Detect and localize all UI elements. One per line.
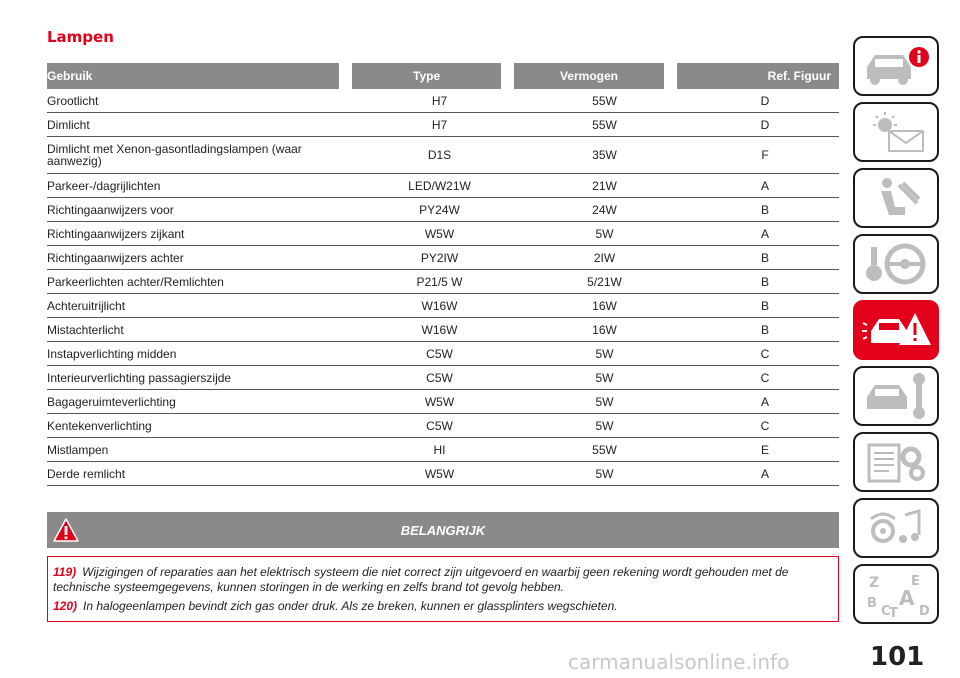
table-row xyxy=(47,342,839,366)
cell-type: W5W xyxy=(424,226,455,241)
cell-gebruik: Grootlicht xyxy=(47,93,99,108)
cell-ref-figuur xyxy=(687,371,839,385)
car-wrench-icon xyxy=(859,373,933,419)
ref-letter: A xyxy=(760,178,769,193)
lamp-table xyxy=(47,63,839,486)
table-row xyxy=(47,462,839,486)
table-row xyxy=(47,89,839,113)
cell-vermogen: 16W xyxy=(592,322,617,337)
cell-type: C5W xyxy=(426,346,453,361)
ref-letter: B xyxy=(760,250,769,265)
cell-type: H7 xyxy=(431,93,448,108)
ref-letter: D xyxy=(760,93,770,108)
svg-text:E: E xyxy=(911,574,920,589)
cell-type: H7 xyxy=(431,117,448,132)
multimedia-icon xyxy=(859,505,933,551)
ref-letter: B xyxy=(760,322,769,337)
cell-type: W5W xyxy=(424,394,455,409)
cell-gebruik: Interieurverlichting passagierszijde xyxy=(47,370,232,385)
table-row xyxy=(47,318,839,342)
cell-ref-figuur xyxy=(687,323,839,337)
cell-ref-figuur xyxy=(687,419,839,433)
chapter-tab-warning-lights[interactable] xyxy=(853,102,939,162)
chapter-tab-starting-driving[interactable] xyxy=(853,234,939,294)
cell-vermogen: 55W xyxy=(592,93,617,108)
cell-gebruik: Dimlicht met Xenon-gasontladingslampen (waar aanwezig) xyxy=(47,142,302,168)
note-text: In halogeenlampen bevindt zich gas onder druk. Als ze breken, kunnen er glassplinters wegschieten. xyxy=(83,599,618,613)
chapter-tab-emergency[interactable] xyxy=(853,300,939,360)
cell-vermogen: 5/21W xyxy=(587,274,622,289)
cell-type: LED/W21W xyxy=(408,178,471,193)
ref-letter: B xyxy=(760,202,769,217)
cell-vermogen: 2IW xyxy=(593,250,616,265)
cell-type: D1S xyxy=(427,148,452,162)
cell-ref-figuur xyxy=(687,203,839,217)
page-title: Lampen xyxy=(47,28,114,46)
page-number: 101 xyxy=(870,642,925,672)
cell-type: P21/5 W xyxy=(416,274,463,289)
cell-vermogen: 21W xyxy=(592,178,617,193)
cell-type: C5W xyxy=(426,418,453,433)
table-header xyxy=(47,63,839,89)
ref-letter: C xyxy=(760,418,770,433)
svg-text:D: D xyxy=(919,604,930,617)
cell-gebruik: Achteruitrijlicht xyxy=(47,298,126,313)
car-emergency-icon xyxy=(859,307,933,353)
cell-vermogen: 55W xyxy=(592,117,617,132)
header-gebruik: Gebruik xyxy=(47,63,339,89)
cell-vermogen: 5W xyxy=(595,418,614,433)
cell-ref-figuur xyxy=(687,299,839,313)
cell-gebruik: Mistlampen xyxy=(47,442,109,457)
cell-ref-figuur xyxy=(687,118,839,132)
svg-text:B: B xyxy=(867,596,877,611)
cell-ref-figuur xyxy=(687,443,839,457)
warning-header xyxy=(47,512,839,548)
note-number: 120) xyxy=(53,599,78,613)
cell-vermogen: 16W xyxy=(592,298,617,313)
cell-gebruik: Richtingaanwijzers achter xyxy=(47,250,184,265)
cell-gebruik: Mistachterlicht xyxy=(47,322,124,337)
ref-letter: B xyxy=(760,298,769,313)
svg-text:Z: Z xyxy=(869,575,880,591)
table-row xyxy=(47,270,839,294)
cell-gebruik: Parkeerlichten achter/Remlichten xyxy=(47,274,224,289)
cell-gebruik: Dimlicht xyxy=(47,117,90,132)
note-text: Wijzigingen of reparaties aan het elektrisch systeem die niet correct zijn uitgevoerd en waarbij geen rekening wordt gehouden met de technische systeemgegevens, kunnen storingen in de werking en zelfs brand tot gevolg hebben. xyxy=(53,565,789,594)
table-row xyxy=(47,390,839,414)
table-row xyxy=(47,113,839,137)
cell-type: PY2IW xyxy=(420,250,459,265)
ref-letter: A xyxy=(760,394,769,409)
table-row xyxy=(47,414,839,438)
cell-gebruik: Bagageruimteverlichting xyxy=(47,394,176,409)
table-row xyxy=(47,137,839,174)
chapter-tab-safety[interactable] xyxy=(853,168,939,228)
chapter-tab-car-info[interactable] xyxy=(853,36,939,96)
cell-vermogen: 5W xyxy=(595,370,614,385)
cell-type: C5W xyxy=(426,370,453,385)
table-row xyxy=(47,366,839,390)
note-119 xyxy=(53,565,833,595)
seat-airbag-icon xyxy=(859,175,933,221)
table-body xyxy=(47,89,839,486)
table-row xyxy=(47,246,839,270)
warning-lights-icon xyxy=(859,109,933,155)
header-vermogen: Vermogen xyxy=(514,63,663,89)
chapter-tab-index[interactable] xyxy=(853,564,939,624)
table-row xyxy=(47,198,839,222)
cell-ref-figuur xyxy=(687,94,839,108)
note-number: 119) xyxy=(53,565,77,579)
cell-vermogen: 5W xyxy=(595,466,614,481)
warning-notes xyxy=(47,556,839,622)
cell-ref-figuur xyxy=(687,275,839,289)
table-row xyxy=(47,222,839,246)
cell-gebruik: Richtingaanwijzers zijkant xyxy=(47,226,185,241)
chapter-tab-technical-data[interactable] xyxy=(853,432,939,492)
cell-gebruik: Derde remlicht xyxy=(47,466,126,481)
table-row xyxy=(47,438,839,462)
cell-ref-figuur xyxy=(687,148,839,162)
ref-letter: C xyxy=(760,346,770,361)
cell-ref-figuur xyxy=(687,251,839,265)
cell-type: PY24W xyxy=(419,202,460,217)
technical-data-icon xyxy=(859,439,933,485)
cell-vermogen: 5W xyxy=(595,226,614,241)
key-steering-wheel-icon xyxy=(859,241,933,287)
ref-letter: A xyxy=(760,466,769,481)
chapter-tab-multimedia[interactable] xyxy=(853,498,939,558)
cell-vermogen: 24W xyxy=(592,202,617,217)
ref-letter: B xyxy=(760,274,769,289)
header-type: Type xyxy=(352,63,501,89)
cell-gebruik: Instapverlichting midden xyxy=(47,346,177,361)
svg-text:C: C xyxy=(881,604,891,617)
cell-type: W5W xyxy=(424,466,455,481)
ref-letter: D xyxy=(760,117,770,132)
cell-gebruik: Parkeer-/dagrijlichten xyxy=(47,178,161,193)
svg-text:T: T xyxy=(889,606,898,617)
cell-type: HI xyxy=(433,442,446,457)
note-120 xyxy=(53,599,833,614)
alphabetical-index-icon xyxy=(859,571,933,617)
watermark: carmanualsonline.info xyxy=(568,650,790,674)
ref-letter: E xyxy=(760,442,769,457)
car-info-icon xyxy=(859,43,933,89)
chapter-tab-maintenance[interactable] xyxy=(853,366,939,426)
cell-gebruik: Richtingaanwijzers voor xyxy=(47,202,174,217)
cell-vermogen: 35W xyxy=(592,148,617,162)
cell-gebruik: Kentekenverlichting xyxy=(47,418,152,433)
cell-ref-figuur xyxy=(687,227,839,241)
cell-ref-figuur xyxy=(687,467,839,481)
cell-vermogen: 5W xyxy=(595,394,614,409)
cell-ref-figuur xyxy=(687,395,839,409)
header-ref-figuur: Ref. Figuur xyxy=(677,63,839,89)
svg-text:A: A xyxy=(899,586,915,610)
warning-title: BELANGRIJK xyxy=(400,523,486,538)
cell-vermogen: 5W xyxy=(595,346,614,361)
ref-letter: F xyxy=(761,148,769,162)
table-row xyxy=(47,294,839,318)
cell-vermogen: 55W xyxy=(592,442,617,457)
ref-letter: C xyxy=(760,370,770,385)
cell-type: W16W xyxy=(421,298,458,313)
ref-letter: A xyxy=(760,226,769,241)
cell-type: W16W xyxy=(421,322,458,337)
cell-ref-figuur xyxy=(687,347,839,361)
cell-ref-figuur xyxy=(687,179,839,193)
table-row xyxy=(47,174,839,198)
